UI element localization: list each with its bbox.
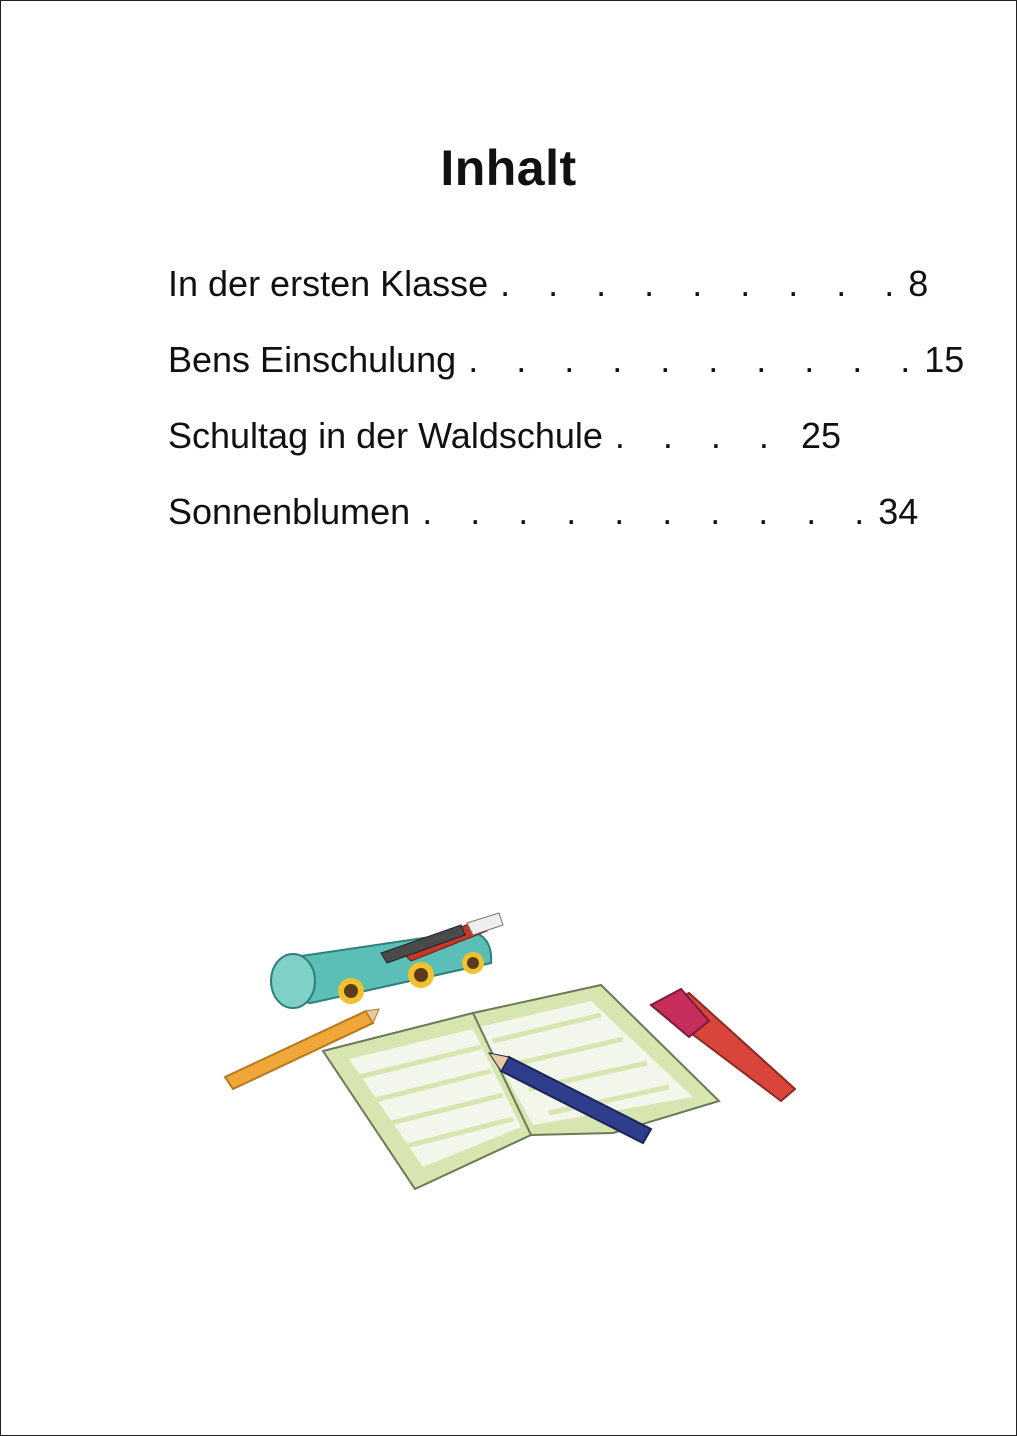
toc-page-number: 15 [924, 339, 965, 380]
toc-leader-dots: . . . . . . . . . . [468, 339, 925, 380]
toc-entry[interactable] [168, 415, 841, 491]
toc-entry-title: Schultag in der Waldschule [168, 415, 603, 456]
toc-entry-title: In der ersten Klasse [168, 263, 489, 304]
school-supplies-illustration [211, 901, 811, 1211]
toc-leader-dots: . . . . [614, 415, 783, 456]
toc-entry-title: Sonnenblumen [168, 491, 411, 532]
toc-entry-title: Bens Einschulung [168, 339, 457, 380]
toc-entry[interactable] [168, 263, 929, 339]
page-title: Inhalt [440, 140, 577, 196]
open-notebook-icon [323, 985, 719, 1189]
toc-leader-dots: . . . . . . . . . . [422, 491, 879, 532]
toc-leader-dots: . . . . . . . . . [500, 263, 909, 304]
toc-page-number: 8 [908, 263, 929, 304]
toc-entry[interactable] [168, 491, 919, 567]
toc-page-number: 25 [800, 415, 841, 456]
toc-entry[interactable] [168, 339, 965, 415]
pencil-case-icon [271, 913, 503, 1008]
toc-page-number: 34 [878, 491, 919, 532]
table-of-contents [168, 263, 965, 567]
